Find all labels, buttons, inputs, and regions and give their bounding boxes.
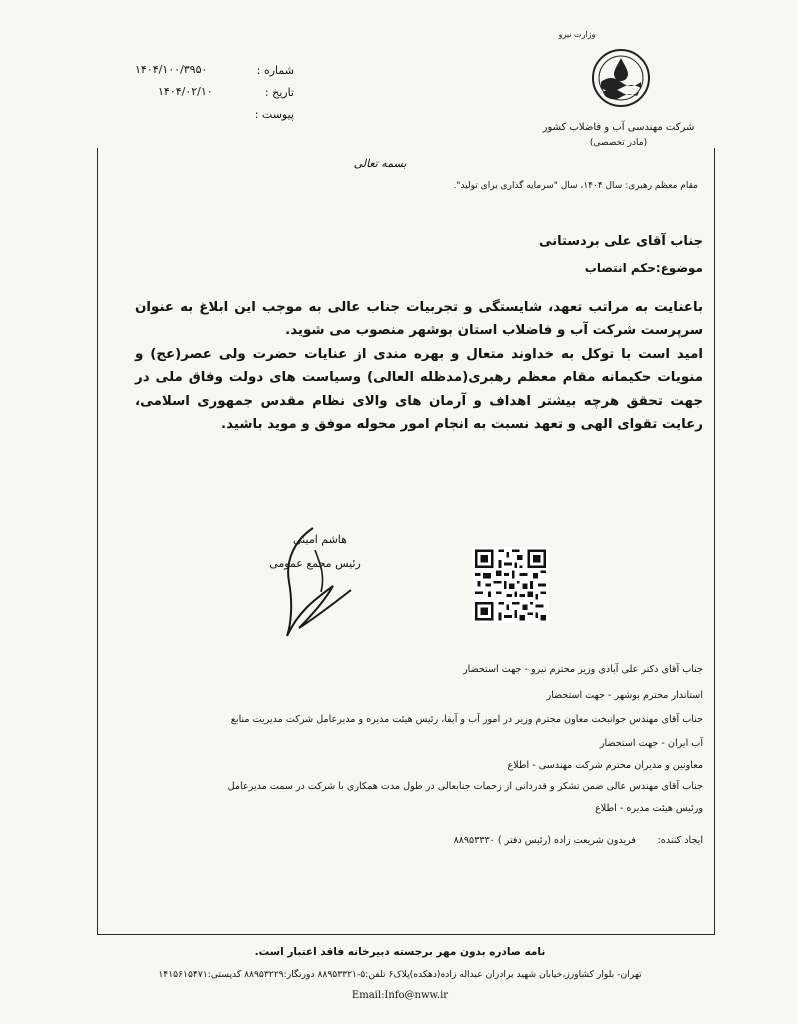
- motto-line: مقام معظم رهبری: سال ۱۴۰۴، سال "سرمایه گذاری برای تولید".: [453, 181, 698, 191]
- footer-address: تهران- بلوار کشاورز،خیابان شهید برادران عبداله زاده(دهکده)پلاک۶ تلفن:۵-۸۸۹۵۳۳۲۱ دورنگار:۸۸۹۵۳۲۲۹ کدپستی:۱۴۱۵۶۱۵۴۷۱: [158, 969, 642, 980]
- signatory-name: هاشم امینی: [293, 533, 347, 546]
- number-value: ۱۴۰۴/۱۰۰/۳۹۵۰: [135, 63, 208, 76]
- footer-validity-note: نامه صادره بدون مهر برجسته دبیرخانه فاقد اعتبار است.: [254, 946, 546, 958]
- body-paragraph-2: امید است با توکل به خداوند متعال و بهره مندی از عنایات حضرت ولی عصر(عج) و منویات حکیمانه مقام معظم رهبری(مدظله العالی) وسیاست های دولت وفاق ملی در جهت تحقق هرچه بیشتر اهداف و آرمان های والای نظام مقدس جمهوری اسلامی، رعایت تقوای الهی و تعهد نسبت به انجام امور محوله موفق و موید باشید.: [135, 346, 703, 433]
- number-label: شماره :: [256, 64, 294, 77]
- body-paragraph-1: باعنایت به مراتب تعهد، شایستگی و تجربیات جناب عالی به موجب این ابلاغ به عنوان سرپرست شرکت آب و فاضلاب استان بوشهر منصوب می شوید.: [135, 300, 703, 339]
- company-subtitle: (مادر تخصصی): [589, 138, 648, 148]
- cc-line: ورئیس هیئت مدیره - اطلاع: [595, 803, 703, 814]
- cc-line: آب ایران - جهت استحضار: [599, 738, 703, 749]
- signatory-title: رئیس مجمع عمومی: [269, 557, 361, 570]
- creator-value: فریدون شریعت زاده (رئیس دفتر ) ۸۸۹۵۳۳۳۰: [453, 835, 636, 846]
- date-value: ۱۴۰۴/۰۲/۱۰: [158, 85, 213, 98]
- letter-heading: بسمه تعالی: [353, 157, 407, 170]
- cc-line: جناب آقای مهندس جوانبخت معاون محترم وزیر در امور آب و آبفا، رئیس هیئت مدیره و مدیرعامل شرکت مدیریت منابع: [230, 714, 703, 725]
- handwritten-signature: [255, 520, 385, 638]
- footer-email: Email:Info@nww.ir: [351, 990, 449, 1001]
- cc-line: جناب آقای دکتر علی آبادی وزیر محترم نیرو - جهت استحضار: [462, 664, 703, 675]
- ministry-name: وزارت نیرو: [558, 30, 596, 39]
- cc-line: معاونین و مدیران محترم شرکت مهندسی - اطلاع: [507, 760, 703, 771]
- date-label: تاریخ :: [264, 86, 294, 99]
- cc-line: جناب آقای مهندس عالی ضمن تشکر و قدردانی از زحمات جنابعالی در طول مدت همکاری با شرکت در سمت مدیرعامل: [227, 781, 703, 792]
- water-company-emblem-icon: [591, 48, 651, 108]
- attachment-label: پیوست :: [254, 108, 294, 121]
- cc-line: استاندار محترم بوشهر - جهت استحضار: [546, 690, 703, 701]
- company-name: شرکت مهندسی آب و فاضلاب کشور: [542, 122, 695, 133]
- creator-label: ایجاد کننده:: [657, 835, 703, 846]
- letter-body: [135, 296, 703, 436]
- qr-code: [472, 547, 549, 623]
- addressee: جناب آقای علی بردستانی: [539, 234, 703, 249]
- subject-line: موضوع:حکم انتصاب: [584, 261, 703, 275]
